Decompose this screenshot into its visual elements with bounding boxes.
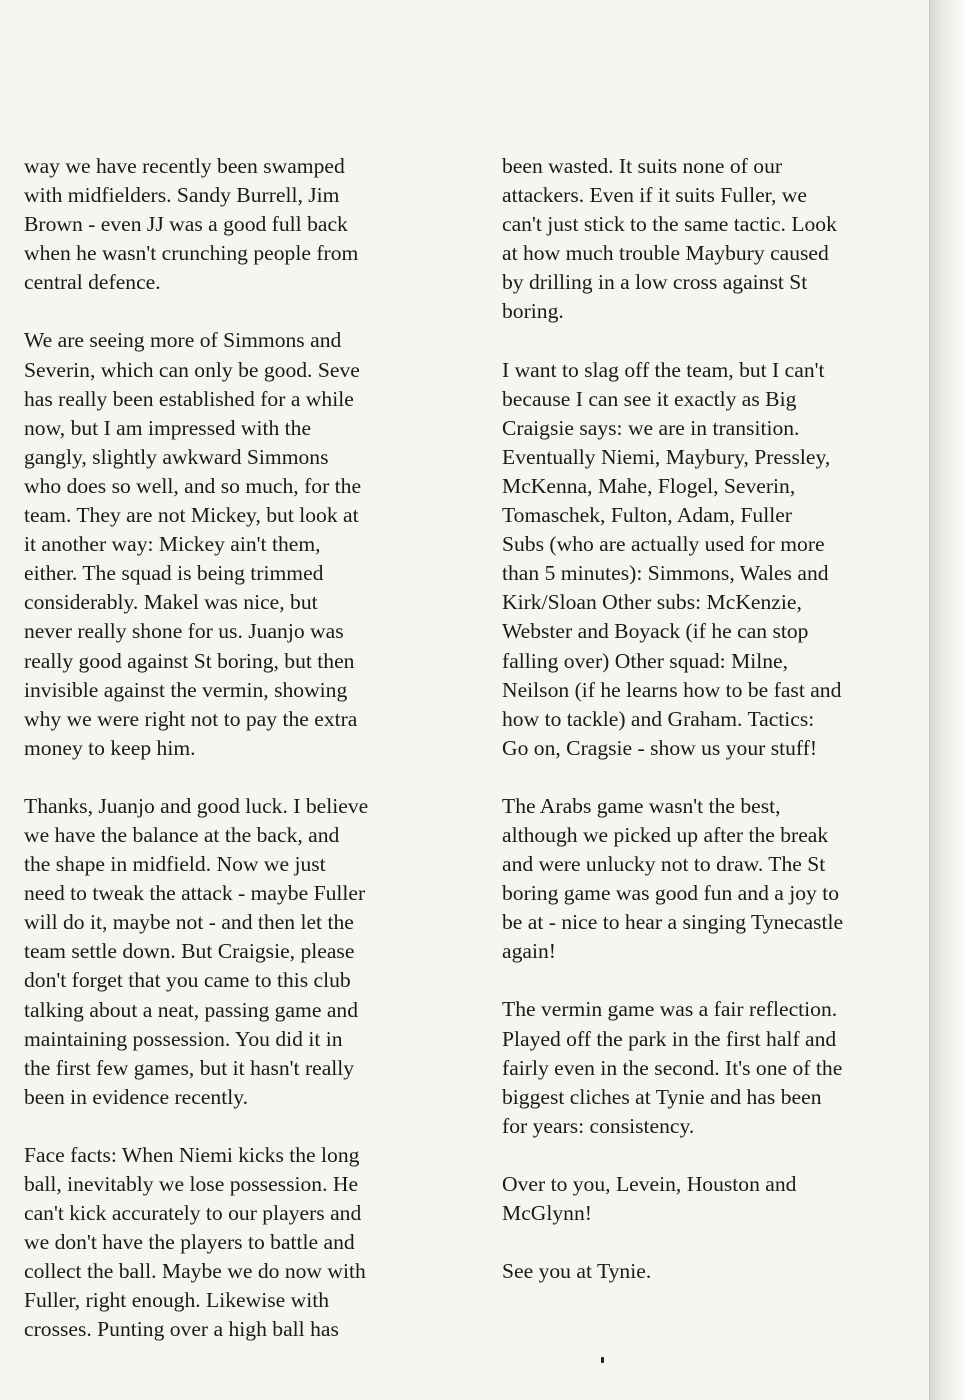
text-line: team. They are not Mickey, but look at xyxy=(24,503,359,528)
left-paragraph xyxy=(24,1141,444,1345)
text-line: been wasted. It suits none of our xyxy=(502,154,783,178)
text-line: Subs (who are actually used for more xyxy=(502,532,825,557)
page-mark xyxy=(601,1357,604,1363)
text-line: Eventually Niemi, Maybury, Pressley, xyxy=(502,444,831,469)
text-line: Severin, which can only be good. Seve xyxy=(24,357,360,382)
text-line: Webster and Boyack (if he can stop xyxy=(502,619,809,644)
text-line: we don't have the players to battle and xyxy=(24,1230,355,1255)
text-line: Craigsie says: we are in transition. xyxy=(502,415,800,440)
text-line: either. The squad is being trimmed xyxy=(24,561,324,586)
text-line: Face facts: When Niemi kicks the long xyxy=(24,1142,360,1167)
text-line: when he wasn't crunching people from xyxy=(24,241,359,266)
text-line: Over to you, Levein, Houston and xyxy=(502,1171,797,1196)
text-line: how to tackle) and Graham. Tactics: xyxy=(502,706,815,731)
text-line: Thanks, Juanjo and good luck. I believe xyxy=(24,793,369,818)
left-column xyxy=(24,152,444,1374)
text-line: the first few games, but it hasn't really xyxy=(24,1055,355,1080)
text-line: Go on, Cragsie - show us your stuff! xyxy=(502,735,818,760)
text-line: See you at Tynie. xyxy=(502,1259,652,1284)
text-line: really good against St boring, but then xyxy=(24,648,355,673)
text-line: The vermin game was a fair reflection. xyxy=(502,997,838,1022)
text-line: talking about a neat, passing game and xyxy=(24,997,359,1022)
right-paragraph xyxy=(502,792,907,967)
right-paragraph xyxy=(502,1170,907,1228)
text-line: by drilling in a low cross against St xyxy=(502,270,808,295)
right-paragraph xyxy=(502,152,907,327)
text-line: can't just stick to the same tactic. Look xyxy=(502,212,837,237)
text-line: because I can see it exactly as Big xyxy=(502,386,797,411)
right-paragraph xyxy=(502,356,907,763)
text-line: we have the balance at the back, and xyxy=(24,822,340,847)
text-line: I want to slag off the team, but I can't xyxy=(502,357,825,382)
text-line: considerably. Makel was nice, but xyxy=(24,590,318,615)
right-column xyxy=(502,152,907,1315)
page-edge xyxy=(929,0,964,1400)
text-line: crosses. Punting over a high ball has xyxy=(24,1317,339,1342)
text-line: falling over) Other squad: Milne, xyxy=(502,648,789,673)
text-line: gangly, slightly awkward Simmons xyxy=(24,444,329,469)
text-line: way we have recently been swamped xyxy=(24,154,345,178)
text-line: will do it, maybe not - and then let the xyxy=(24,910,354,935)
text-line: can't kick accurately to our players and xyxy=(24,1201,362,1226)
text-line: fairly even in the second. It's one of the xyxy=(502,1055,843,1080)
text-line: boring. xyxy=(502,299,564,324)
text-line: who does so well, and so much, for the xyxy=(24,473,362,498)
text-line: McGlynn! xyxy=(502,1201,592,1225)
text-line: team settle down. But Craigsie, please xyxy=(24,939,355,964)
text-line: been in evidence recently. xyxy=(24,1084,249,1109)
text-line: again! xyxy=(502,939,556,964)
text-line: McKenna, Mahe, Flogel, Severin, xyxy=(502,473,796,498)
left-paragraph xyxy=(24,792,444,1112)
text-line: never really shone for us. Juanjo was xyxy=(24,619,344,644)
text-line: need to tweak the attack - maybe Fuller xyxy=(24,881,366,906)
right-paragraph xyxy=(502,995,907,1140)
text-line: boring game was good fun and a joy to xyxy=(502,881,840,906)
text-line: Kirk/Sloan Other subs: McKenzie, xyxy=(502,590,802,615)
text-line: now, but I am impressed with the xyxy=(24,415,312,440)
text-line: Played off the park in the first half and xyxy=(502,1026,837,1051)
text-line: biggest cliches at Tynie and has been xyxy=(502,1084,822,1109)
text-line: The Arabs game wasn't the best, xyxy=(502,793,781,818)
text-line: Tomaschek, Fulton, Adam, Fuller xyxy=(502,503,792,528)
left-paragraph xyxy=(24,326,444,762)
text-line: with midfielders. Sandy Burrell, Jim xyxy=(24,183,340,208)
left-paragraph xyxy=(24,152,444,297)
text-line: it another way: Mickey ain't them, xyxy=(24,532,321,557)
text-line: don't forget that you came to this club xyxy=(24,968,351,993)
text-line: central defence. xyxy=(24,270,161,295)
text-line: money to keep him. xyxy=(24,735,196,760)
text-line: has really been established for a while xyxy=(24,386,354,411)
text-line: at how much trouble Maybury caused xyxy=(502,241,829,266)
text-line: Brown - even JJ was a good full back xyxy=(24,212,348,237)
text-line: We are seeing more of Simmons and xyxy=(24,328,342,353)
text-line: and were unlucky not to draw. The St xyxy=(502,852,826,877)
text-line: although we picked up after the break xyxy=(502,822,829,847)
text-line: Fuller, right enough. Likewise with xyxy=(24,1288,330,1313)
text-line: why we were right not to pay the extra xyxy=(24,706,358,731)
text-line: be at - nice to hear a singing Tynecastle xyxy=(502,910,844,935)
text-line: than 5 minutes): Simmons, Wales and xyxy=(502,561,829,586)
text-line: maintaining possession. You did it in xyxy=(24,1026,343,1051)
text-line: ball, inevitably we lose possession. He xyxy=(24,1172,359,1196)
text-line: the shape in midfield. Now we just xyxy=(24,852,326,877)
right-paragraph xyxy=(502,1257,907,1286)
text-line: attackers. Even if it suits Fuller, we xyxy=(502,183,807,208)
text-line: Neilson (if he learns how to be fast and xyxy=(502,677,842,702)
text-line: for years: consistency. xyxy=(502,1113,695,1138)
text-line: invisible against the vermin, showing xyxy=(24,677,348,702)
text-line: collect the ball. Maybe we do now with xyxy=(24,1259,366,1284)
